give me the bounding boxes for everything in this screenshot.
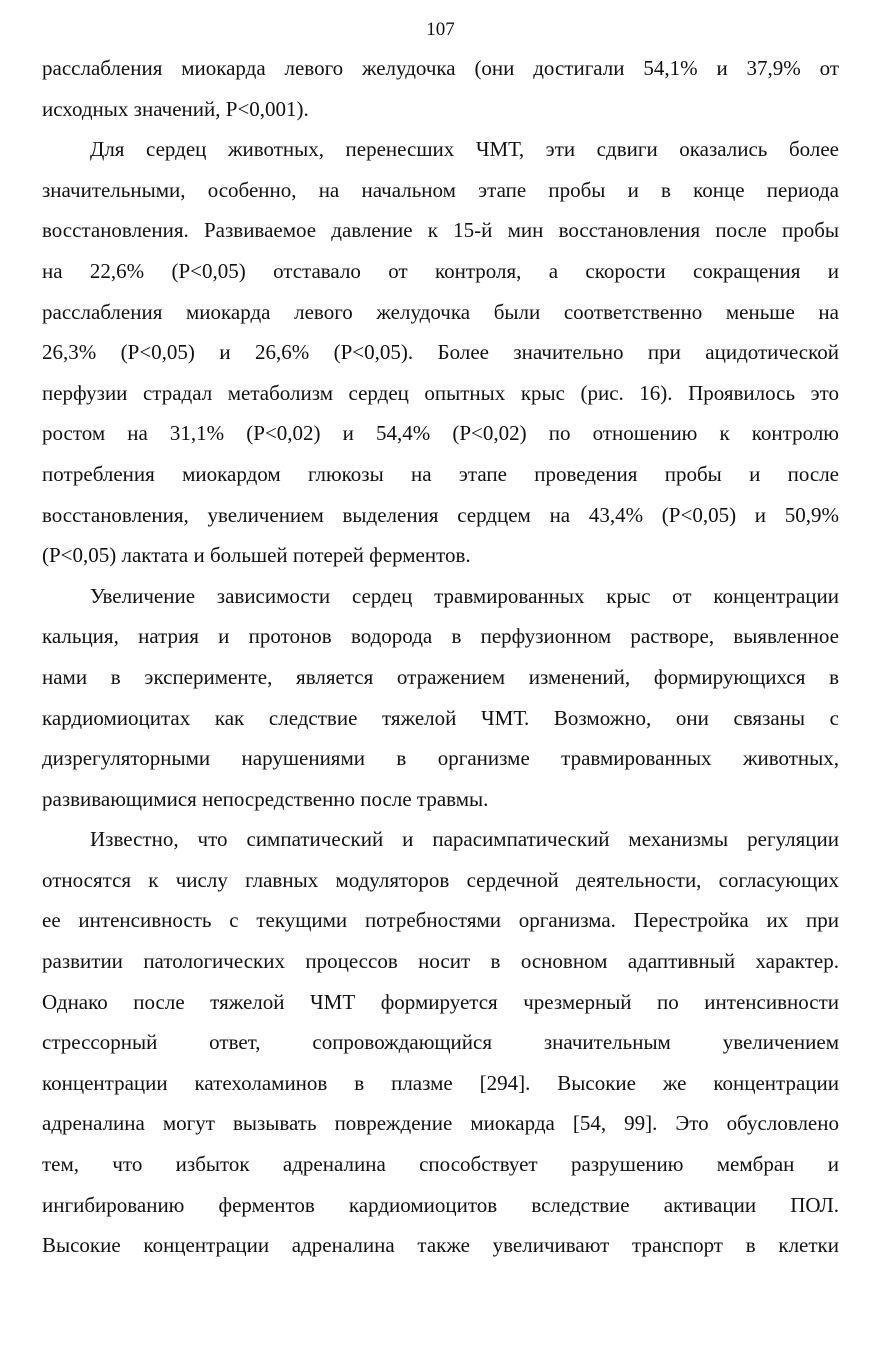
text-line: Увеличение зависимости сердец травмированных крыс от концентрации xyxy=(90,583,839,608)
text-line: значительными, особенно, на начальном этапе пробы и в конце периода xyxy=(42,177,839,202)
text-line: Известно, что симпатический и парасимпатический механизмы регуляции xyxy=(90,827,839,852)
text-line: развивающимися непосредственно после травмы. xyxy=(42,786,489,811)
paragraph-3 xyxy=(42,576,839,820)
paragraph-1 xyxy=(42,48,839,129)
text-line: потребления миокардом глюкозы на этапе проведения пробы и после xyxy=(42,461,839,486)
text-line: кальция, натрия и протонов водорода в перфузионном растворе, выявленное xyxy=(42,624,839,649)
text-line: относятся к числу главных модуляторов сердечной деятельности, согласующих xyxy=(42,867,839,892)
text-line: на 22,6% (P<0,05) отставало от контроля, а скорости сокращения и xyxy=(42,258,839,283)
text-line: дизрегуляторными нарушениями в организме травмированных животных, xyxy=(42,746,839,771)
text-line: Высокие концентрации адреналина также увеличивают транспорт в клетки xyxy=(42,1233,839,1258)
text-line: Для сердец животных, перенесших ЧМТ, эти сдвиги оказались более xyxy=(90,137,839,162)
body-text xyxy=(42,48,839,1266)
text-line: ростом на 31,1% (P<0,02) и 54,4% (P<0,02) по отношению к контролю xyxy=(42,421,839,446)
text-line: Однако после тяжелой ЧМТ формируется чрезмерный по интенсивности xyxy=(42,989,839,1014)
paragraph-4 xyxy=(42,819,839,1266)
text-line: тем, что избыток адреналина способствует разрушению мембран и xyxy=(42,1152,839,1177)
text-line: стрессорный ответ, сопровождающийся значительным увеличением xyxy=(42,1030,839,1055)
text-line: расслабления миокарда левого желудочка (они достигали 54,1% и 37,9% от xyxy=(42,56,839,80)
paragraph-2 xyxy=(42,129,839,576)
text-line: нами в эксперименте, является отражением изменений, формирующихся в xyxy=(42,664,839,689)
text-line: ее интенсивность с текущими потребностями организма. Перестройка их при xyxy=(42,908,839,933)
text-line: перфузии страдал метаболизм сердец опытных крыс (рис. 16). Проявилось это xyxy=(42,380,839,405)
text-line: адреналина могут вызывать повреждение миокарда [54, 99]. Это обусловлено xyxy=(42,1111,839,1136)
text-line: расслабления миокарда левого желудочка были соответственно меньше на xyxy=(42,299,839,324)
text-line: 26,3% (P<0,05) и 26,6% (P<0,05). Более значительно при ацидотической xyxy=(42,340,839,365)
text-line: исходных значений, P<0,001). xyxy=(42,96,309,121)
text-line: ингибированию ферментов кардиомиоцитов вследствие активации ПОЛ. xyxy=(42,1192,839,1217)
text-line: (P<0,05) лактата и большей потерей ферментов. xyxy=(42,543,471,568)
text-line: восстановления. Развиваемое давление к 15-й мин восстановления после пробы xyxy=(42,218,839,243)
text-line: восстановления, увеличением выделения сердцем на 43,4% (P<0,05) и 50,9% xyxy=(42,502,839,527)
text-line: кардиомиоцитах как следствие тяжелой ЧМТ. Возможно, они связаны с xyxy=(42,705,839,730)
text-line: развитии патологических процессов носит в основном адаптивный характер. xyxy=(42,949,839,974)
page-number: 107 xyxy=(426,19,455,40)
text-line: концентрации катехоламинов в плазме [294]. Высокие же концентрации xyxy=(42,1070,839,1095)
